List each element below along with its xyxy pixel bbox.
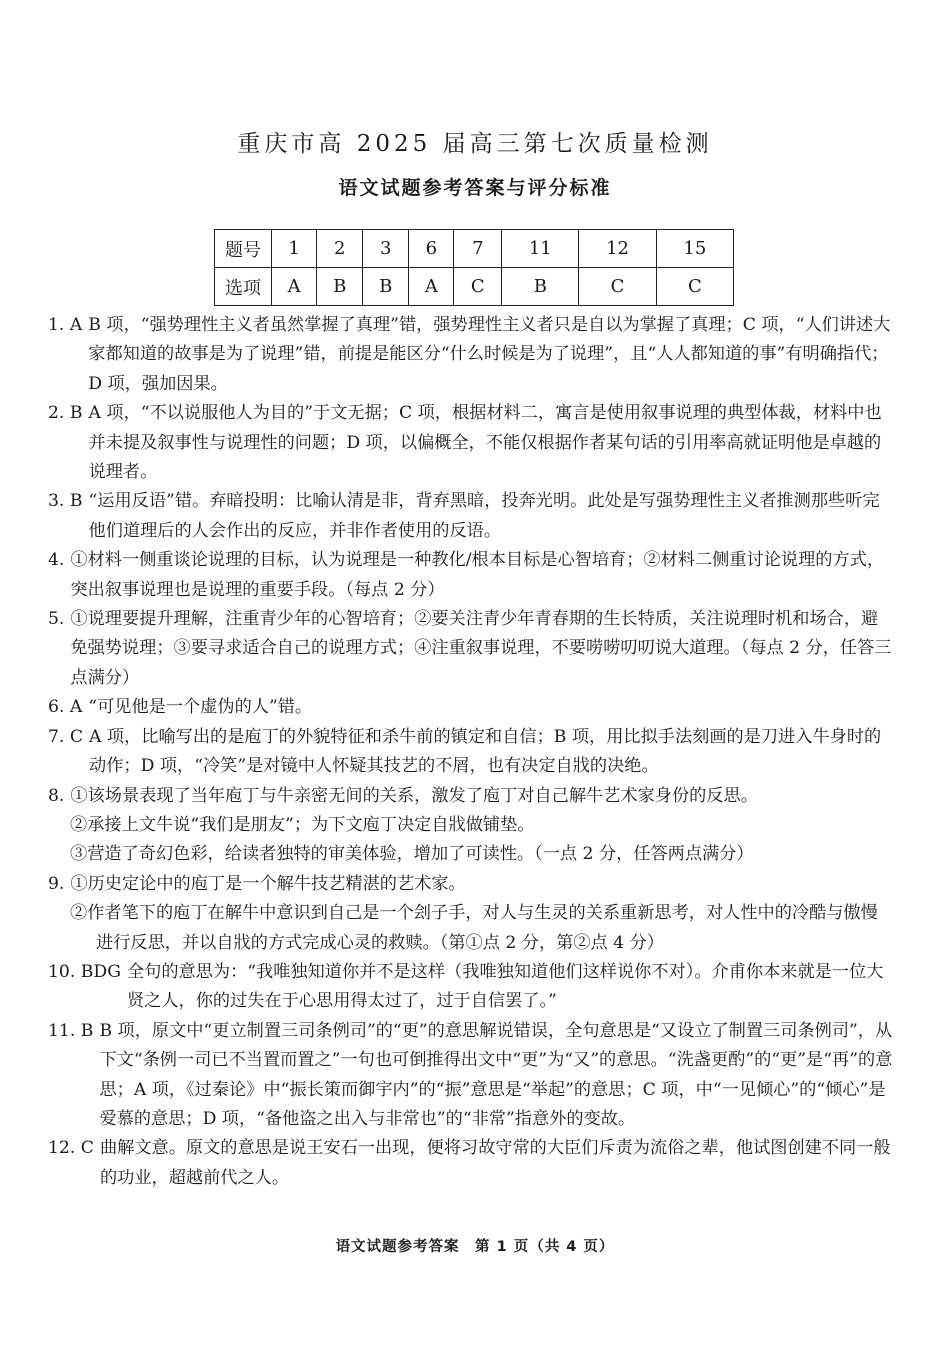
item-number: 10. BDG	[48, 961, 121, 982]
answer-item-1	[48, 311, 894, 399]
answer-choice-cell: B	[363, 268, 409, 306]
item-number: 11. B	[48, 1020, 94, 1041]
answer-table-number-row	[215, 230, 734, 268]
page-footer: 语文试题参考答案 第 1 页（共 4 页）	[335, 1239, 615, 1255]
item-number: 9.	[48, 873, 65, 894]
page-subtitle: 语文试题参考答案与评分标准	[338, 177, 612, 199]
answer-table-choice-row	[215, 268, 734, 306]
item-text: A 项，比喻写出的是庖丁的外貌特征和杀牛前的镇定和自信；B 项，用比拟手法刻画的是刀进入牛身时的动作；D 项，“冷笑”是对镜中人怀疑其技艺的不屑，也有决定自戕的决绝。	[89, 726, 882, 777]
question-number-cell: 11	[502, 230, 579, 268]
item-subpoint: ③营造了奇幻色彩，给读者独特的审美体验，增加了可读性。（一点 2 分，任答两点满分）	[70, 844, 754, 865]
item-text: “可见他是一个虚伪的人”错。	[88, 697, 313, 718]
item-number: 7. C	[48, 726, 84, 747]
answer-item-4	[48, 546, 894, 605]
answer-item-9	[48, 870, 894, 958]
item-text: 全句的意思为：“我唯独知道你并不是这样（我唯独知道他们这样说你不对）。介甫你本来就是一位大贤之人，你的过失在于心思用得太过了，过于自信罢了。”	[126, 961, 884, 1012]
page-title: 重庆市高 2025 届高三第七次质量检测	[237, 131, 713, 157]
item-text: 曲解文意。原文的意思是说王安石一出现，便将习故守常的大臣们斥责为流俗之辈，他试图创建不同一般的功业，超越前代之人。	[99, 1138, 891, 1188]
item-text: ①材料一侧重谈论说理的目标，认为说理是一种教化/根本目标是心智培育；②材料二侧重讨论说理的方式，突出叙事说理也是说理的重要手段。（每点 2 分）	[70, 550, 885, 600]
answer-choice-cell: C	[656, 268, 733, 306]
question-number-cell: 7	[454, 230, 502, 268]
answer-items	[48, 311, 894, 1193]
answer-choice-cell: C	[579, 268, 656, 306]
item-number: 2. B	[48, 403, 83, 424]
item-subpoint: ②承接上文牛说“我们是朋友”；为下文庖丁决定自戕做铺垫。	[70, 814, 535, 835]
question-number-cell: 12	[579, 230, 656, 268]
answer-item-6	[48, 693, 894, 722]
item-number: 3. B	[48, 491, 83, 512]
item-text: “运用反语”错。弃暗投明：比喻认清是非，背弃黑暗，投奔光明。此处是写强势理性主义者推测那些听完他们道理后的人会作出的反应，并非作者使用的反语。	[88, 491, 880, 541]
answer-table	[214, 229, 734, 306]
question-number-cell: 3	[363, 230, 409, 268]
item-number: 6. A	[48, 697, 83, 718]
item-text: ①该场景表现了当年庖丁与牛亲密无间的关系，激发了庖丁对自己解牛艺术家身份的反思。	[70, 785, 758, 806]
answer-choice-cell: B	[317, 268, 363, 306]
answer-table-row-label: 题号	[215, 230, 272, 268]
item-text: ①历史定论中的庖丁是一个解牛技艺精湛的艺术家。	[70, 873, 466, 894]
item-number: 1. A	[48, 315, 83, 335]
item-text: B 项，原文中“更立制置三司条例司”的“更”的意思解说错误，全句意思是“又设立了制置三司条例司”，从下文“条例一司已不当置而置之”一句也可倒推得出文中“更”为“又”的意思。“洗盏更酌”的“更”是“再”的意思；A 项，《过秦论》中“振长策而御宇内”的“振”意思是“举起”的意思；C 项，中“一见倾心”的“倾心”是爱慕的意思；D 项，“备他盗之出入与非常也”的“非常”指意外的变故。	[99, 1020, 893, 1129]
answer-choice-cell: C	[454, 268, 502, 306]
item-number: 5.	[48, 609, 65, 630]
question-number-cell: 6	[409, 230, 454, 268]
item-text: ①说理要提升理解，注重青少年的心智培育；②要关注青少年青春期的生长特质，关注说理时机和场合，避免强势说理；③要寻求适合自己的说理方式；④注重叙事说理，不要唠唠叨叨说大道理。（每点 2 分，任答三点满分）	[70, 609, 892, 688]
question-number-cell: 1	[272, 230, 317, 268]
item-number: 12. C	[48, 1138, 94, 1159]
question-number-cell: 2	[317, 230, 363, 268]
answer-item-2	[48, 399, 894, 487]
answer-item-5	[48, 605, 894, 693]
answer-choice-cell: A	[272, 268, 317, 306]
answer-choice-cell: B	[502, 268, 579, 306]
answer-item-11	[48, 1017, 894, 1135]
answer-item-7	[48, 723, 894, 782]
item-number: 8.	[48, 785, 65, 806]
item-subpoint: ②作者笔下的庖丁在解牛中意识到自己是一个刽子手，对人与生灵的关系重新思考，对人性中的冷酷与傲慢进行反思，并以自戕的方式完成心灵的救赎。（第①点 2 分，第②点 4 分）	[70, 903, 878, 953]
answer-item-10	[48, 958, 894, 1017]
answer-choice-cell: A	[409, 268, 454, 306]
answer-item-3	[48, 487, 894, 546]
question-number-cell: 15	[656, 230, 733, 268]
item-text: B 项，“强势理性主义者虽然掌握了真理”错，强势理性主义者只是自以为掌握了真理；C 项，“人们讲述大家都知道的故事是为了说理”错，前提是能区分“什么时候是为了说理”，且“人人都知道的事”有明确指代；D 项，强加因果。	[88, 315, 891, 394]
item-number: 4.	[48, 550, 65, 571]
answer-item-12	[48, 1134, 894, 1193]
answer-table-row-label: 选项	[215, 268, 272, 306]
item-text: A 项，“不以说服他人为目的”于文无据；C 项，根据材料二，寓言是使用叙事说理的典型体裁，材料中也并未提及叙事性与说理性的问题；D 项，以偏概全，不能仅根据作者某句话的引用率高就证明他是卓越的说理者。	[88, 403, 882, 483]
answer-item-8	[48, 782, 894, 870]
